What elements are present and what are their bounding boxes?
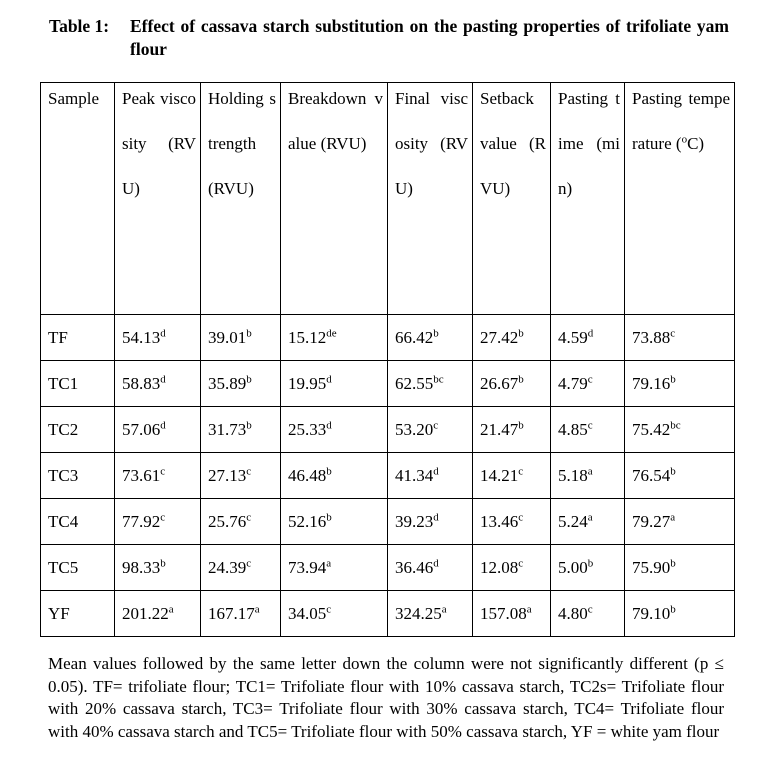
value-cell: 26.67$^b$ xyxy=(473,361,551,407)
sample-cell: TC5 xyxy=(41,545,115,591)
significance-letter: d xyxy=(587,326,594,339)
table-row xyxy=(41,315,735,361)
column-header-label: Peak viscosity (RVU) xyxy=(122,89,196,199)
value-cell: 201.22$^a$ xyxy=(115,591,201,637)
significance-letter: b xyxy=(670,556,676,569)
significance-letter: d xyxy=(433,464,439,477)
significance-letter: b xyxy=(326,510,332,523)
value-cell: 75.90$^b$ xyxy=(625,545,735,591)
value-cell: 73.61$^c$ xyxy=(115,453,201,499)
significance-letter: b xyxy=(246,326,252,339)
value-cell: 4.85$^c$ xyxy=(551,407,625,453)
value-cell: 62.55$^{bc}$ xyxy=(388,361,473,407)
column-header-label: Pasting temperature ($^o$C) xyxy=(632,89,730,154)
value-cell: 54.13$^d$ xyxy=(115,315,201,361)
significance-letter: d xyxy=(326,418,332,431)
value-cell: 41.34$^d$ xyxy=(388,453,473,499)
value-cell: 4.59$^d$ xyxy=(551,315,625,361)
value-cell: 79.16$^b$ xyxy=(625,361,735,407)
value-cell: 77.92$^c$ xyxy=(115,499,201,545)
significance-letter: c xyxy=(326,602,332,615)
significance-letter: b xyxy=(518,418,524,431)
significance-letter: b xyxy=(670,372,676,385)
value-cell: 13.46$^c$ xyxy=(473,499,551,545)
table-row xyxy=(41,453,735,499)
significance-letter: c xyxy=(246,510,252,523)
column-header-label: Sample xyxy=(48,89,99,108)
significance-letter: b xyxy=(587,556,594,569)
value-cell: 14.21$^c$ xyxy=(473,453,551,499)
value-cell: 24.39$^c$ xyxy=(201,545,281,591)
significance-letter: a xyxy=(526,602,532,615)
significance-letter: b xyxy=(326,464,332,477)
value-cell: 52.16$^b$ xyxy=(281,499,388,545)
significance-letter: bc xyxy=(670,418,681,431)
value-cell: 5.18$^a$ xyxy=(551,453,625,499)
value-cell: 39.23$^d$ xyxy=(388,499,473,545)
table-footnote: Mean values followed by the same letter down the column were not significantly different (p ≤ 0.05). TF= trifoliate flour; TC1= Trifoliate flour with 10% cassava starch, TC2s= Trifoliate flour with 20% cassava starch, TC3= Trifoliate flour with 30% cassava starch, TC4= Trifoliate flour with 40% cassava starch and TC5= Trifoliate flour with 50% cassava starch, YF = white yam flour xyxy=(48,654,724,741)
significance-letter: d xyxy=(160,372,166,385)
pasting-properties-table xyxy=(40,82,735,637)
sample-cell: TC4 xyxy=(41,499,115,545)
value-cell: 167.17$^a$ xyxy=(201,591,281,637)
value-cell: 79.10$^b$ xyxy=(625,591,735,637)
significance-letter: b xyxy=(246,372,252,385)
significance-letter: d xyxy=(160,418,166,431)
value-cell: 25.76$^c$ xyxy=(201,499,281,545)
significance-letter: c xyxy=(518,464,524,477)
significance-letter: c xyxy=(160,510,166,523)
value-cell: 79.27$^a$ xyxy=(625,499,735,545)
significance-letter: c xyxy=(160,464,166,477)
significance-letter: a xyxy=(326,556,332,569)
value-cell: 27.13$^c$ xyxy=(201,453,281,499)
column-header xyxy=(473,83,551,315)
value-cell: 58.83$^d$ xyxy=(115,361,201,407)
sample-cell: TC1 xyxy=(41,361,115,407)
value-cell: 157.08$^a$ xyxy=(473,591,551,637)
column-header-label: Breakdown value (RVU) xyxy=(288,89,383,154)
header-row xyxy=(41,83,735,315)
column-header-label: Holding strength (RVU) xyxy=(208,89,276,199)
significance-letter: c xyxy=(433,418,439,431)
value-cell: 57.06$^d$ xyxy=(115,407,201,453)
sample-cell: YF xyxy=(41,591,115,637)
value-cell: 21.47$^b$ xyxy=(473,407,551,453)
value-cell: 36.46$^d$ xyxy=(388,545,473,591)
significance-letter: a xyxy=(254,602,260,615)
table-label: Table 1: xyxy=(49,16,110,36)
table-row xyxy=(41,407,735,453)
significance-letter: d xyxy=(433,556,439,569)
significance-letter: a xyxy=(670,510,676,523)
significance-letter: b xyxy=(518,372,524,385)
significance-letter: c xyxy=(246,556,252,569)
value-cell: 25.33$^d$ xyxy=(281,407,388,453)
significance-letter: de xyxy=(326,326,337,339)
column-header xyxy=(281,83,388,315)
significance-letter: c xyxy=(587,602,593,615)
significance-letter: b xyxy=(246,418,252,431)
value-cell: 324.25$^a$ xyxy=(388,591,473,637)
sample-cell: TF xyxy=(41,315,115,361)
value-cell: 12.08$^c$ xyxy=(473,545,551,591)
significance-letter: a xyxy=(587,510,593,523)
table-row xyxy=(41,361,735,407)
value-cell: 34.05$^c$ xyxy=(281,591,388,637)
value-cell: 75.42$^{bc}$ xyxy=(625,407,735,453)
table-title: Effect of cassava starch substitution on the pasting properties of trifoliate yam flour xyxy=(130,16,729,59)
significance-letter: c xyxy=(587,372,593,385)
significance-letter: b xyxy=(433,326,439,339)
column-header-label: Setback value (RVU) xyxy=(480,89,546,199)
sample-cell: TC2 xyxy=(41,407,115,453)
significance-letter: c xyxy=(518,556,524,569)
value-cell: 4.80$^c$ xyxy=(551,591,625,637)
value-cell: 4.79$^c$ xyxy=(551,361,625,407)
column-header xyxy=(115,83,201,315)
table-row xyxy=(41,499,735,545)
sample-cell: TC3 xyxy=(41,453,115,499)
significance-letter: d xyxy=(326,372,332,385)
significance-letter: d xyxy=(160,326,166,339)
value-cell: 27.42$^b$ xyxy=(473,315,551,361)
value-cell: 46.48$^b$ xyxy=(281,453,388,499)
significance-letter: a xyxy=(587,464,593,477)
table-row xyxy=(41,545,735,591)
significance-letter: a xyxy=(441,602,447,615)
column-header xyxy=(41,83,115,315)
significance-letter: c xyxy=(246,464,252,477)
column-header xyxy=(551,83,625,315)
value-cell: 66.42$^b$ xyxy=(388,315,473,361)
degree-superscript: o xyxy=(681,133,688,146)
value-cell: 39.01$^b$ xyxy=(201,315,281,361)
value-cell: 76.54$^b$ xyxy=(625,453,735,499)
table-row xyxy=(41,591,735,637)
significance-letter: bc xyxy=(433,372,444,385)
value-cell: 19.95$^d$ xyxy=(281,361,388,407)
value-cell: 5.00$^b$ xyxy=(551,545,625,591)
value-cell: 98.33$^b$ xyxy=(115,545,201,591)
value-cell: 35.89$^b$ xyxy=(201,361,281,407)
column-header xyxy=(388,83,473,315)
significance-letter: b xyxy=(518,326,524,339)
value-cell: 31.73$^b$ xyxy=(201,407,281,453)
significance-letter: c xyxy=(518,510,524,523)
value-cell: 73.88$^c$ xyxy=(625,315,735,361)
column-header-label: Final viscosity (RVU) xyxy=(395,89,468,199)
value-cell: 53.20$^c$ xyxy=(388,407,473,453)
column-header xyxy=(201,83,281,315)
significance-letter: c xyxy=(670,326,676,339)
significance-letter: c xyxy=(587,418,593,431)
column-header-label: Pasting time (min) xyxy=(558,89,620,199)
significance-letter: b xyxy=(670,602,676,615)
table-body xyxy=(41,315,735,637)
value-cell: 73.94$^a$ xyxy=(281,545,388,591)
significance-letter: b xyxy=(160,556,166,569)
column-header xyxy=(625,83,735,315)
significance-letter: a xyxy=(168,602,174,615)
significance-letter: d xyxy=(433,510,439,523)
significance-letter: b xyxy=(670,464,676,477)
table-caption xyxy=(49,15,729,61)
value-cell: 5.24$^a$ xyxy=(551,499,625,545)
value-cell: 15.12de xyxy=(281,315,388,361)
